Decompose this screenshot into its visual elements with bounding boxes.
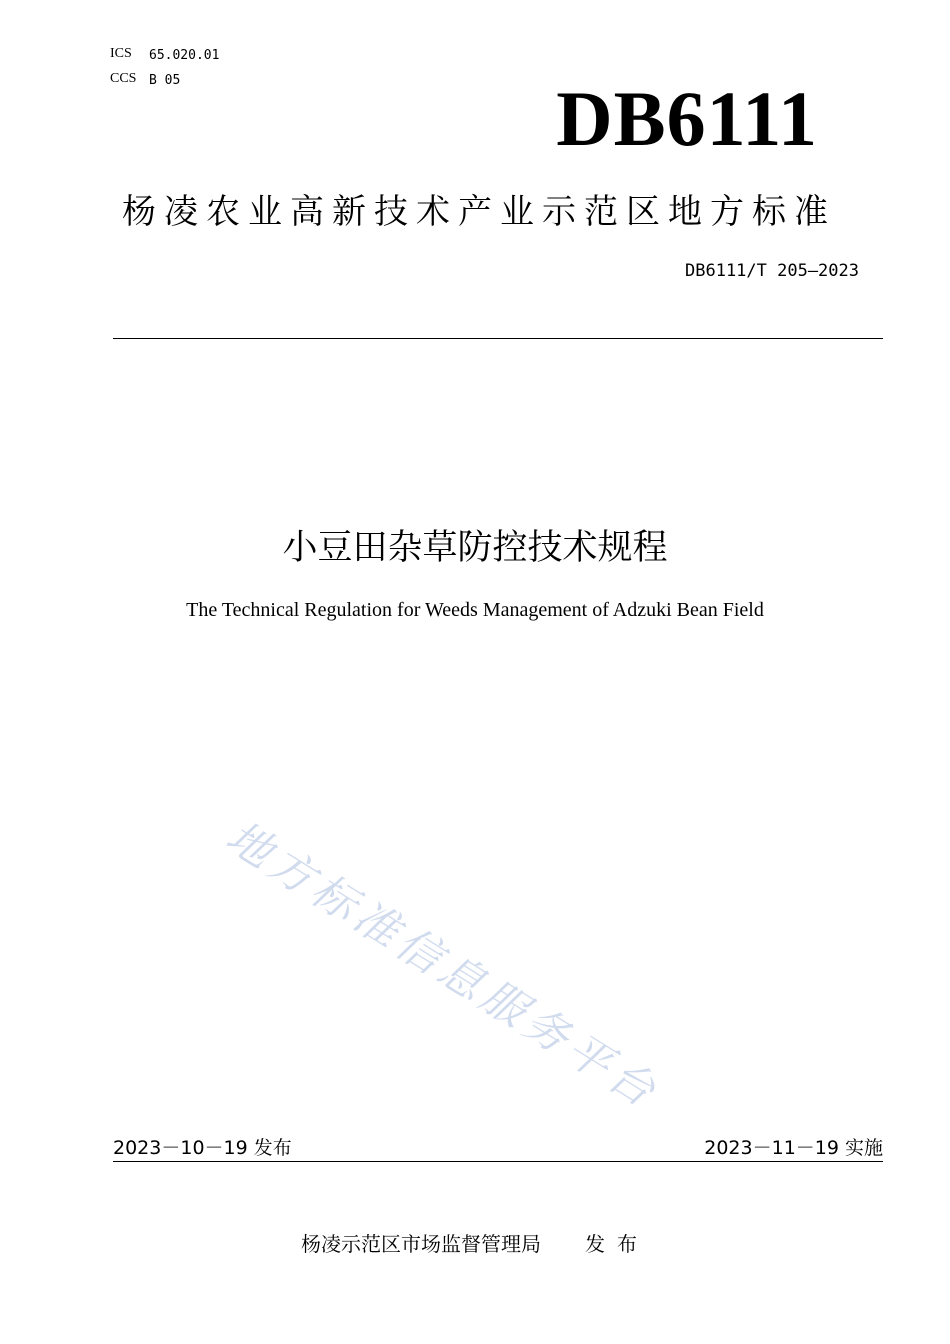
issuer-name: 杨凌示范区市场监督管理局 (301, 1232, 541, 1256)
top-divider (113, 338, 883, 339)
watermark: 地方标准信息服务平台 (217, 811, 669, 1120)
issuing-zone-title: 杨凌农业高新技术产业示范区地方标准 (122, 192, 836, 232)
bottom-divider (113, 1161, 883, 1162)
document-title-chinese: 小豆田杂草防控技术规程 (282, 528, 668, 568)
issuer-action: 发布 (585, 1232, 649, 1256)
standard-code-heading: DB6111 (556, 75, 818, 162)
standard-number: DB6111/T 205—2023 (685, 261, 859, 281)
ics-code: 65.020.01 (149, 48, 220, 63)
ccs-code: B 05 (149, 73, 181, 88)
publish-date: 2023－10－19 发布 (113, 1137, 292, 1159)
ics-label: ICS (110, 46, 132, 61)
issuer-line (0, 1228, 950, 1257)
document-title-english: The Technical Regulation for Weeds Management of Adzuki Bean Field (186, 599, 764, 621)
implementation-date: 2023－11－19 实施 (704, 1137, 883, 1159)
ccs-label: CCS (110, 71, 137, 86)
